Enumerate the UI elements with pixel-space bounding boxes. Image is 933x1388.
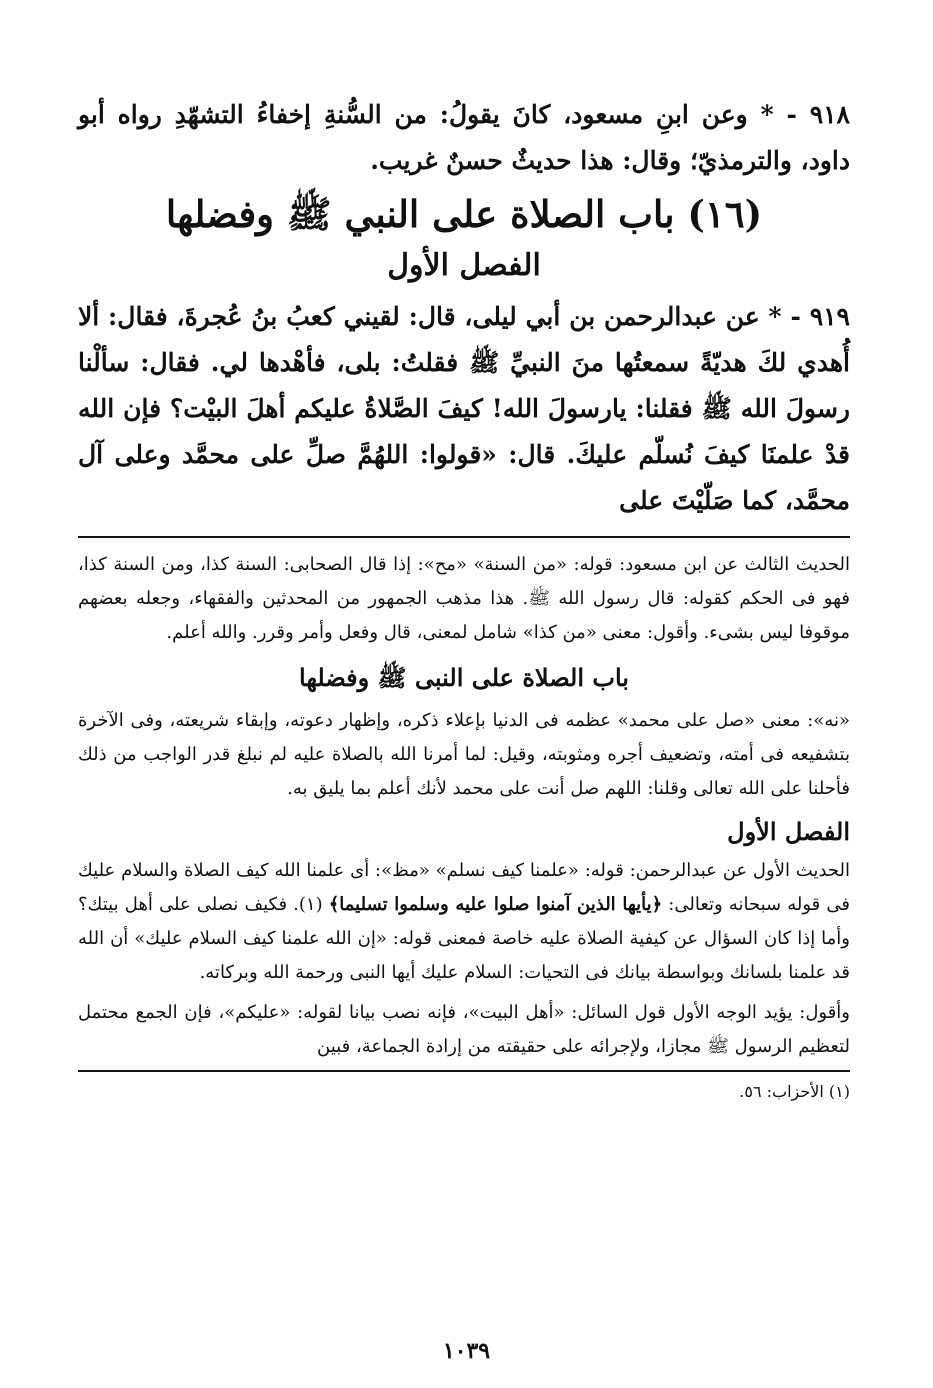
- commentary-paragraph-4: وأقول: يؤيد الوجه الأول قول السائل: «أهل البيت»، فإنه نصب بيانا لقوله: «عليكم»، فإن الجمع محتمل لتعظيم الرسول ﷺ مجازا، ولإجرائه على حقيقته من إرادة الجماعة، فبين: [78, 1002, 850, 1057]
- commentary-chapter-title: باب الصلاة على النبى ﷺ وفضلها: [299, 663, 629, 692]
- commentary-paragraph-3-start: الحديث الأول عن عبدالرحمن: قوله: «علمنا كيف نسلم» «مظ»: أى علمنا الله كيف الصلاة والسلام عليك فى قوله سبحانه وتعالى:: [78, 860, 850, 915]
- main-commentary-divider: [78, 536, 850, 538]
- commentary-paragraph-3-end: . فكيف نصلى على أهل بيتك؟ وأما إذا كان السؤال عن كيفية الصلاة عليه خاصة فمعنى قوله: «إن الله علمنا كيف السلام عليك» أن الله قد علمنا بلسانك وبواسطة بيانك فى التحيات: السلام عليك أيها النبى ورحمة الله وبركاته.: [78, 894, 850, 983]
- commentary-paragraph-3: [78, 854, 850, 990]
- footnote: (١) الأحزاب: ٥٦.: [739, 1082, 850, 1101]
- commentary-paragraph-1: الحديث الثالث عن ابن مسعود: قوله: «من السنة» «مح»: إذا قال الصحابى: السنة كذا، ومن السنة كذا، فهو فى الحكم كقوله: قال رسول الله ﷺ. هذا مذهب الجمهور من المحدثين والفقهاء، وجعله بعضهم موقوفا ليس بشىء. وأقول: معنى «من كذا» شامل لمعنى، قال وفعل وأمر وقرر. والله أعلم.: [78, 554, 850, 643]
- chapter-title: (١٦) باب الصلاة على النبي ﷺ وفضلها: [165, 192, 763, 236]
- page-number: ١٠٣٩: [442, 1338, 491, 1364]
- main-text: [78, 92, 850, 524]
- footnote-reference: (١): [298, 894, 323, 915]
- commentary: [78, 548, 850, 1064]
- hadith-919: ٩١٩ - * عن عبدالرحمن بن أبي ليلى، قال: لقيني كعبُ بنُ عُجرةَ، فقال: ألا أُهدي لكَ هديّةً سمعتُها منَ النبيِّ ﷺ فقلتُ: بلى، فأهْدها لي. فقال: سألْنا رسولَ الله ﷺ فقلنا: يارسولَ الله! كيفَ الصَّلاةُ عليكم أهلَ البيْت؟ فإن الله قدْ علمنَا كيفَ نُسلّم عليكَ. قال: «قولوا: اللهُمَّ صلِّ على محمَّد وعلى آل محمَّد، كما صَلّيْتَ على: [78, 302, 850, 515]
- quran-verse: ﴿يأيها الذين آمنوا صلوا عليه وسلموا تسليما﴾: [328, 894, 663, 915]
- page-body: [78, 92, 850, 1104]
- hadith-918: ٩١٨ - * وعن ابنِ مسعود، كانَ يقولُ: من السُّنةِ إخفاءُ التشهّدِ رواه أبو داود، والترمذيّ؛ وقال: هذا حديثٌ حسنٌ غريب.: [78, 100, 850, 175]
- section-title: الفصل الأول: [387, 248, 541, 283]
- footnote-divider: [78, 1070, 850, 1072]
- commentary-section-title: الفصل الأول: [727, 817, 850, 846]
- commentary-paragraph-2: «نه»: معنى «صل على محمد» عظمه فى الدنيا بإعلاء ذكره، وإظهار دعوته، وإبقاء شريعته، وفى الآخرة بتشفيعه فى أمته، وتضعيف أجره ومثوبته، وقيل: لما أمرنا الله بالصلاة عليه لم نبلغ قدر الواجب من ذلك فأحلنا على الله تعالى وقلنا: اللهم صل أنت على محمد لأنك أعلم بما يليق به.: [78, 710, 850, 799]
